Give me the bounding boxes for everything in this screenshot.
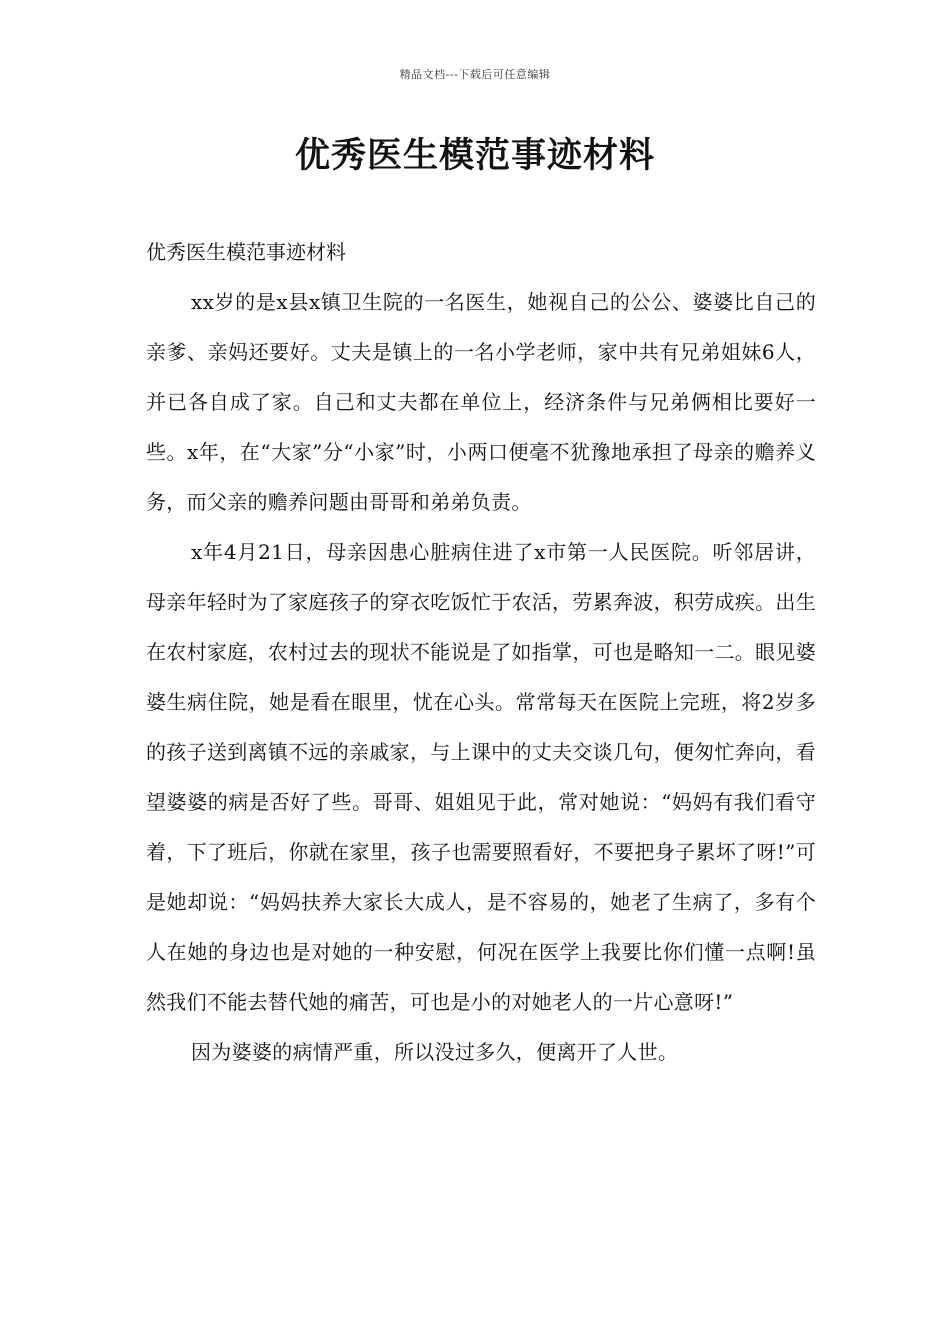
header-note: 精品文档---下载后可任意编辑: [399, 68, 551, 81]
paragraph-2: x年4月21日，母亲因患心脏病住进了x市第一人民医院。听邻居讲，母亲年轻时为了家庭孩子的穿衣吃饭忙于农活，劳累奔波，积劳成疾。出生在农村家庭，农村过去的现状不能说是了如指掌，可也是略知一二。眼见婆婆生病住院，她是看在眼里，忧在心头。常常每天在医院上完班，将2岁多的孩子送到离镇不远的亲戚家，与上课中的丈夫交谈几句，便匆忙奔向，看望婆婆的病是否好了些。哥哥、姐姐见于此，常对她说：“妈妈有我们看守着，下了班后，你就在家里，孩子也需要照看好，不要把身子累坏了呀!”可是她却说：“妈妈扶养大家长大成人，是不容易的，她老了生病了，多有个人在她的身边也是对她的一种安慰，何况在医学上我要比你们懂一点啊!虽然我们不能去替代她的痛苦，可也是小的对她老人的一片心意呀!”: [146, 540, 816, 1014]
paragraph-1: xx岁的是x县x镇卫生院的一名医生，她视自己的公公、婆婆比自己的亲爹、亲妈还要好。丈夫是镇上的一名小学老师，家中共有兄弟姐妹6人，并已各自成了家。自己和丈夫都在单位上，经济条件与兄弟俩相比要好一些。x年，在“大家”分“小家”时，小两口便毫不犹豫地承担了母亲的赡养义务，而父亲的赡养问题由哥哥和弟弟负责。: [146, 290, 816, 514]
paragraph-3: 因为婆婆的病情严重，所以没过多久，便离开了人世。: [191, 1040, 679, 1064]
document-body: [146, 227, 816, 1077]
document-subtitle: 优秀医生模范事迹材料: [146, 240, 346, 264]
document-title: 优秀医生模范事迹材料: [294, 136, 655, 176]
